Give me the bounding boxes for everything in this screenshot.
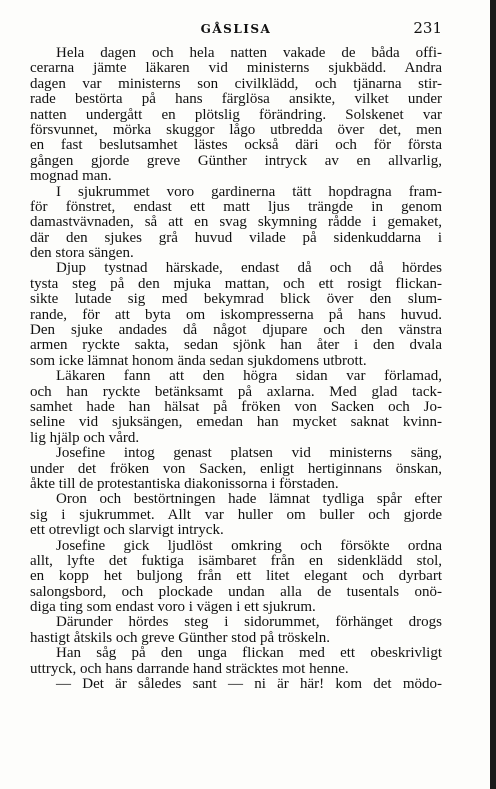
running-title: GÅSLISA [200, 22, 272, 36]
text-line: armen ryckte sakta, sedan sjönk han åter i den dvala [30, 338, 442, 354]
text-line: Han såg på den unga flickan med ett obeskrivligt [56, 646, 442, 662]
text-line: diga ting som endast voro i vägen i ett sjukrum. [30, 600, 316, 616]
text-line: seline vid sjuksängen, emedan han mycket saknat kvinn- [30, 415, 442, 431]
text-line: Djup tystnad härskade, endast då och då hördes [56, 261, 442, 277]
text-line: den stora sängen. [30, 246, 134, 262]
text-line: och han ryckte betänksamt på axlarna. Med glad tack- [30, 384, 442, 400]
text-line: Josefine gick ljudlöst omkring och försökte ordna [56, 538, 442, 554]
text-line: under det fröken von Sacken, enligt hertiginnans önskan, [30, 461, 442, 477]
text-line: sig i sjukrummet. Allt var huller om buller och gjorde [30, 507, 442, 523]
text-line: — Det är således sant — ni är här! kom det mödo- [56, 677, 442, 693]
text-line: Den sjuke andades då något djupare och den vänstra [30, 323, 442, 339]
text-line: I sjukrummet voro gardinerna tätt hopdragna fram- [56, 184, 442, 200]
text-line: lig hjälp och vård. [30, 430, 140, 446]
text-line: åkte till de protestantiska diakonissorna i förstaden. [30, 476, 339, 492]
text-line: dagen var ministerns son civilklädd, och tjänarna stir- [30, 76, 442, 92]
text-line: tysta steg på den mjuka mattan, och ett rosigt flickan- [30, 276, 442, 292]
page-edge-shadow [490, 0, 496, 789]
text-line: för fönstret, endast ett matt ljus trängde in genom [30, 199, 442, 215]
text-line: Oron och bestörtningen hade lämnat tydliga spår efter [56, 492, 442, 508]
text-line: damastvävnaden, så att en svag skymning rådde i gemaket, [30, 215, 442, 231]
text-line: mognad man. [30, 169, 112, 185]
text-line: salongsbord, och plockade undan alla de tusentals onö- [30, 584, 442, 600]
text-line: cerarna jämte läkaren vid ministerns sjukbädd. Andra [30, 61, 442, 77]
text-line: en kopp het buljong från ett litet elegant och dyrbart [30, 569, 442, 585]
text-line: som icke lämnat honom ända sedan sjukdomens utbrott. [30, 353, 367, 369]
text-line: en fast beslutsamhet lästes också däri och för första [30, 138, 442, 154]
text-line: försvunnet, mörka skuggor lågo utbredda över det, men [30, 122, 442, 138]
text-line: allt, lyfte det fuktiga isämbaret från en sidenklädd stol, [30, 553, 442, 569]
text-line: hastigt åtskils och greve Günther stod på tröskeln. [30, 630, 330, 646]
text-line: gången gjorde greve Günther intryck av en allvarlig, [30, 153, 442, 169]
page-number: 231 [413, 19, 442, 37]
text-line: rande, för att byta om iskompresserna på hans huvud. [30, 307, 442, 323]
page-header [30, 19, 442, 42]
text-line: sikte lutade sig med bekymrad blick över den slum- [30, 292, 442, 308]
text-line: Hela dagen och hela natten vakade de båda offi- [56, 46, 442, 61]
text-line: samhet hade han hälsat på fröken von Sacken och Jo- [30, 399, 442, 415]
text-line: där den sjukes grå huvud vilade på sidenkuddarna i [30, 230, 442, 246]
text-line: ett otrevligt och slarvigt intryck. [30, 523, 224, 539]
text-line: natten undergått en plötslig förändring. Solskenet var [30, 107, 442, 123]
text-line: Josefine intog genast platsen vid ministerns säng, [56, 446, 442, 462]
text-line: rade bestörta på hans färglösa ansikte, vilket under [30, 92, 442, 108]
text-line: Läkaren fann att den högra sidan var förlamad, [56, 369, 442, 385]
body-text [30, 46, 442, 692]
text-line: uttryck, och hans darrande hand sträcktes mot henne. [30, 661, 349, 677]
text-line: Därunder hördes steg i sidorummet, förhänget drogs [56, 615, 442, 631]
